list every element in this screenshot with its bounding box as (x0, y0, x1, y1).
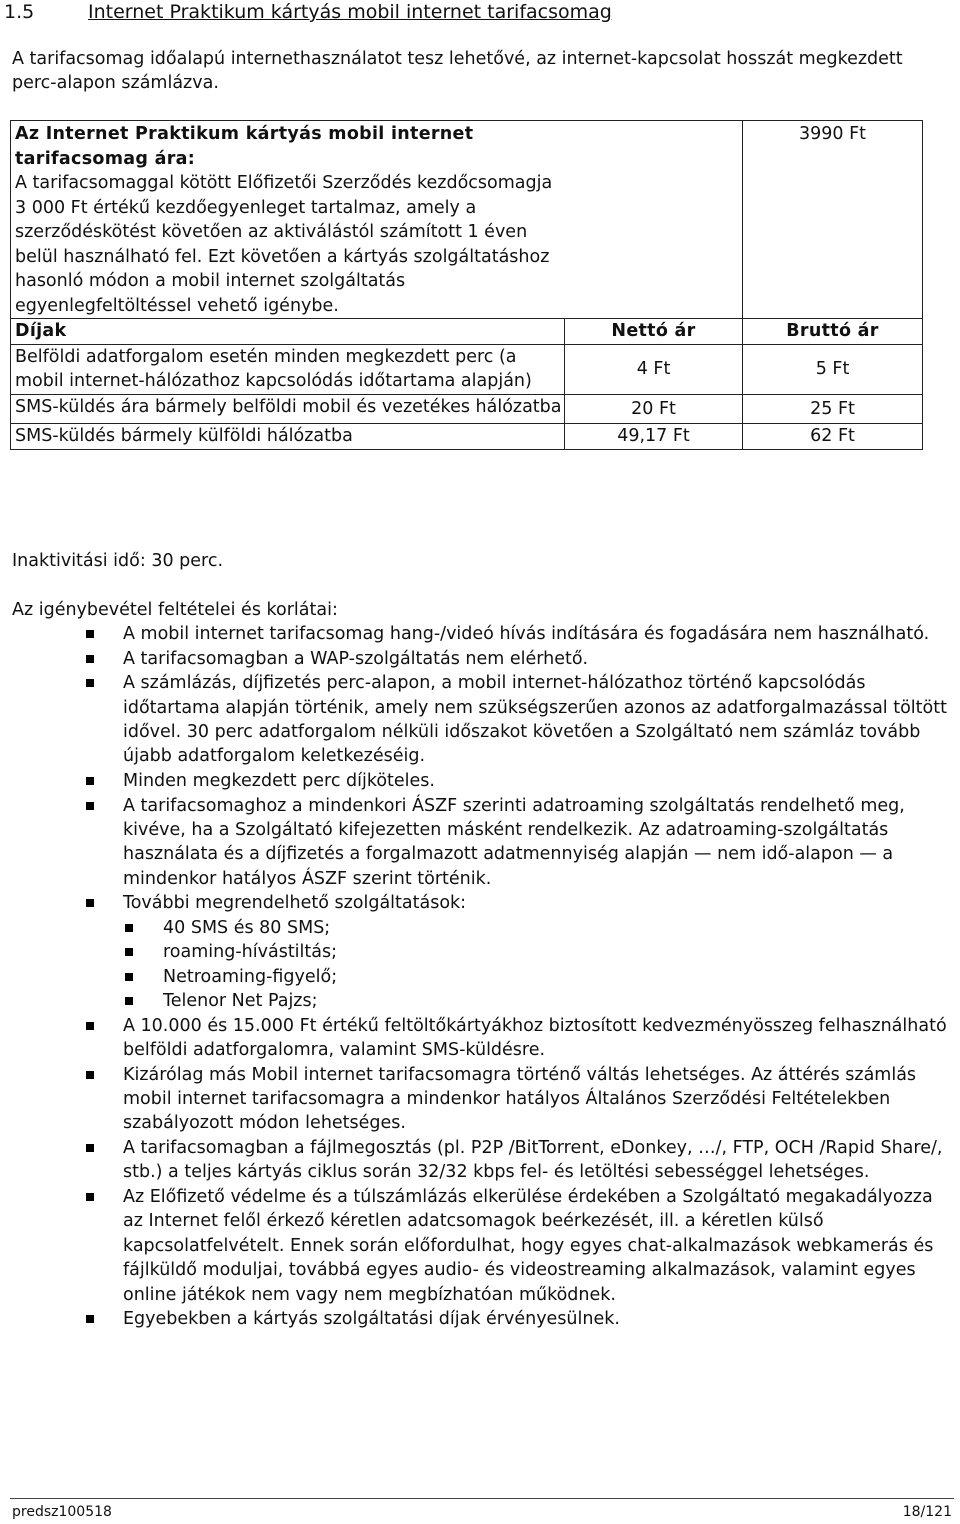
footer-document-id: predsz100518 (12, 1504, 112, 1520)
row-label: Belföldi adatforgalom esetén minden megkezdett perc (a mobil internet-hálózathoz kapcsolódás időtartama alapján) (11, 344, 565, 394)
conditions-list (0, 622, 950, 1332)
list-item: A tarifacsomagban a fájlmegosztás (pl. P2P /BitTorrent, eDonkey, …/, FTP, OCH /Rapid Share/, stb.) a teljes kártyás ciklus során 32/32 kbps fel- és letöltési sebességgel lehetséges. (0, 1136, 950, 1185)
price-label: Az Internet Praktikum kártyás mobil internet tarifacsomag ára: (15, 124, 474, 169)
header-net: Nettó ár (565, 319, 743, 345)
header-gross: Bruttó ár (743, 319, 923, 345)
footer-page-number: 18/121 (902, 1504, 952, 1520)
list-item: Egyebekben a kártyás szolgáltatási díjak érvényesülnek. (0, 1307, 950, 1331)
row-gross: 62 Ft (743, 424, 923, 450)
table-row (11, 394, 923, 424)
sub-list-item: 40 SMS és 80 SMS; (123, 916, 950, 940)
section-heading (0, 0, 612, 24)
fees-table (10, 120, 923, 450)
price-row (11, 121, 923, 319)
section-title: Internet Praktikum kártyás mobil internet tarifacsomag (88, 1, 612, 23)
square-bullet-icon (86, 1315, 94, 1323)
table-row (11, 424, 923, 450)
table-row (11, 344, 923, 394)
list-item: A tarifacsomaghoz a mindenkori ÁSZF szerinti adatroaming szolgáltatás rendelhető meg, kivéve, ha a Szolgáltató kifejezetten másként rendelkezik. Az adatroaming-szolgáltatás használata és a díjfizetés a forgalmazott adatmennyiség alapján — nem idő-alapon — a mindenkor hatályos ÁSZF szerint történik. (0, 794, 950, 892)
square-bullet-icon (86, 1071, 94, 1079)
row-net: 4 Ft (565, 344, 743, 394)
sub-list-item: roaming-hívástiltás; (123, 940, 950, 964)
square-bullet-icon (86, 1193, 94, 1201)
list-item: A 10.000 és 15.000 Ft értékű feltöltőkártyákhoz biztosított kedvezményösszeg felhasználható belföldi adatforgalomra, valamint SMS-küldésre. (0, 1014, 950, 1063)
square-bullet-icon (125, 997, 133, 1005)
list-item: Minden megkezdett perc díjköteles. (0, 769, 950, 793)
row-net: 49,17 Ft (565, 424, 743, 450)
row-net: 20 Ft (565, 394, 743, 424)
square-bullet-icon (86, 777, 94, 785)
list-item: További megrendelhető szolgáltatások: 40 SMS és 80 SMS; roaming-hívástiltás; Netroaming-figyelő; Telenor Net Pajzs; (0, 891, 950, 1013)
price-value: 3990 Ft (743, 121, 923, 319)
footer-divider (10, 1498, 954, 1499)
list-item: A tarifacsomagban a WAP-szolgáltatás nem elérhető. (0, 647, 950, 671)
square-bullet-icon (86, 1022, 94, 1030)
list-item: Kizárólag más Mobil internet tarifacsomagra történő váltás lehetséges. Az áttérés számlás mobil internet tarifacsomagra a mindenkor hatályos Általános Szerződési Feltételekben szabályozott módon lehetséges. (0, 1063, 950, 1136)
list-item: A számlázás, díjfizetés perc-alapon, a mobil internet-hálózathoz történő kapcsolódás időtartama alapján történik, amely nem szükségszerűen azonos az adatforgalmazással töltött idővel. 30 perc adatforgalom nélküli időszakot követően a Szolgáltató nem számláz tovább újabb adatforgalom keletkezéséig. (0, 671, 950, 769)
row-label: SMS-küldés bármely külföldi hálózatba (11, 424, 565, 450)
square-bullet-icon (86, 899, 94, 907)
square-bullet-icon (86, 679, 94, 687)
sub-list-item: Netroaming-figyelő; (123, 965, 950, 989)
section-number: 1.5 (4, 1, 35, 23)
square-bullet-icon (125, 948, 133, 956)
square-bullet-icon (86, 630, 94, 638)
row-label: SMS-küldés ára bármely belföldi mobil és vezetékes hálózatba (11, 394, 565, 424)
inactivity-text: Inaktivitási idő: 30 perc. (12, 551, 224, 571)
sub-list (123, 916, 950, 1014)
table-header-row (11, 319, 923, 345)
square-bullet-icon (125, 924, 133, 932)
sub-list-item: Telenor Net Pajzs; (123, 989, 950, 1013)
square-bullet-icon (86, 802, 94, 810)
list-item: A mobil internet tarifacsomag hang-/videó hívás indítására és fogadására nem használható. (0, 622, 950, 646)
row-gross: 25 Ft (743, 394, 923, 424)
list-item: Az Előfizető védelme és a túlszámlázás elkerülése érdekében a Szolgáltató megakadályozza az Internet felől érkező kéretlen adatcsomagok beérkezését, ill. a kéretlen külső kapcsolatfelvételt. Ennek során előfordulhat, hogy egyes chat-alkalmazások webkamerás és fájlküldő moduljai, továbbá egyes audio- és videostreaming alkalmazások, valamint egyes online játékok nem vagy nem megbízhatóan működnek. (0, 1185, 950, 1307)
price-description: A tarifacsomaggal kötött Előfizetői Szerződés kezdőcsomagja 3 000 Ft értékű kezdőegyenleget tartalmaz, amely a szerződéskötést követően az aktiválástól számított 1 éven belül használható fel. Ezt követően a kártyás szolgáltatáshoz hasonló módon a mobil internet szolgáltatás egyenlegfeltöltéssel vehető igénybe. (15, 173, 553, 316)
row-gross: 5 Ft (743, 344, 923, 394)
square-bullet-icon (86, 655, 94, 663)
conditions-title: Az igénybevétel feltételei és korlátai: (12, 600, 338, 620)
square-bullet-icon (125, 973, 133, 981)
intro-paragraph: A tarifacsomag időalapú internethasználatot tesz lehetővé, az internet-kapcsolat hosszát megkezdett perc-alapon számlázva. (12, 49, 903, 93)
header-fees: Díjak (11, 319, 565, 345)
square-bullet-icon (86, 1144, 94, 1152)
